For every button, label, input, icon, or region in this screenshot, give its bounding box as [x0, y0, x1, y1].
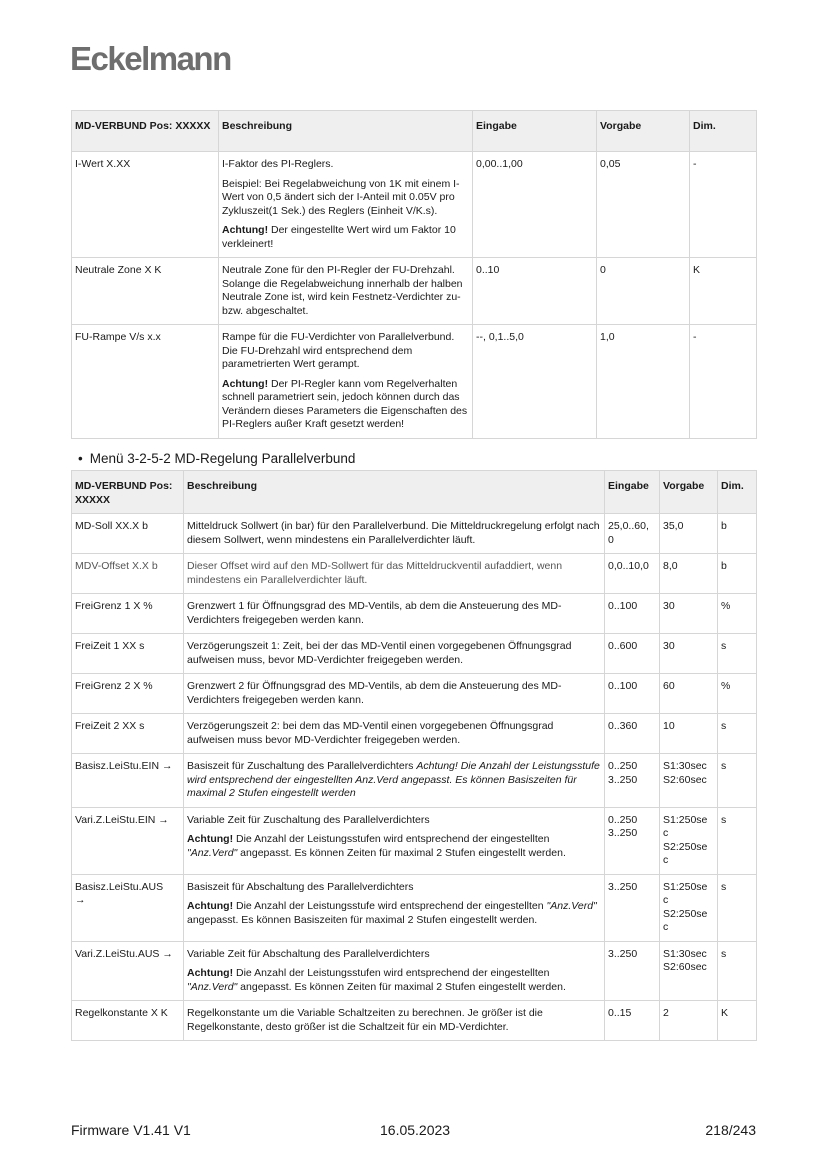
bullet-icon: • [78, 451, 83, 466]
description-cell: Grenzwert 1 für Öffnungsgrad des MD-Ventils, ab dem die Ansteuerung des MD-Verdichters freigegeben werden kann. [184, 594, 605, 634]
table-row [72, 594, 757, 634]
default-cell: 0 [597, 258, 690, 325]
description-cell: Verzögerungszeit 2: bei dem das MD-Ventil einen vorgegebenen Öffnungsgrad aufweisen muss bevor MD-Verdichter freigegeben werden. [184, 714, 605, 754]
table-header-row [72, 111, 757, 152]
default-cell: 0,05 [597, 152, 690, 258]
table-row [72, 1001, 757, 1041]
input-range-cell: 0,00..1,00 [473, 152, 597, 258]
input-range-cell: 0..600 [605, 634, 660, 674]
column-header: MD-VERBUND Pos: XXXXX [72, 111, 219, 152]
dim-cell: - [690, 325, 757, 439]
description-cell: Basiszeit für Abschaltung des Parallelverdichters Achtung! Die Anzahl der Leistungsstufe wird entsprechend der eingestellten "Anz.Verd" angepasst. Es können Basiszeiten für maximal 2 Stufen eingestellt werden. [184, 874, 605, 941]
description-cell: Grenzwert 2 für Öffnungsgrad des MD-Ventils, ab dem die Ansteuerung des MD-Verdichters freigegeben werden kann. [184, 674, 605, 714]
eckelmann-logo: Eckelmann [70, 40, 231, 77]
dim-cell: b [718, 554, 757, 594]
input-range-cell: 0..360 [605, 714, 660, 754]
input-range-cell: 0..10 [473, 258, 597, 325]
input-range-cell: 0,0..10,0 [605, 554, 660, 594]
column-header: Beschreibung [184, 471, 605, 514]
column-header: Beschreibung [219, 111, 473, 152]
input-range-cell: 0..250 3..250 [605, 807, 660, 874]
default-cell: S1:30sec S2:60sec [660, 941, 718, 1001]
param-cell: FU-Rampe V/s x.x [72, 325, 219, 439]
footer-date: 16.05.2023 [380, 1122, 451, 1138]
param-cell: FreiGrenz 2 X % [72, 674, 184, 714]
dim-cell: % [718, 674, 757, 714]
table-row [72, 152, 757, 258]
column-header: Vorgabe [660, 471, 718, 514]
description-cell: I-Faktor des PI-Reglers. Beispiel: Bei Regelabweichung von 1K mit einem I-Wert von 0,5 ändert sich der I-Anteil mit 0.05V pro Zykluszeit(1 Sek.) des Reglers (Einheit V/K.s). Achtung! Der eingestellte Wert wird um Faktor 10 verkleinert! [219, 152, 473, 258]
section-heading: • Menü 3-2-5-2 MD-Regelung Parallelverbund [78, 451, 356, 466]
dim-cell: b [718, 514, 757, 554]
table-header-row [72, 471, 757, 514]
param-cell: FreiGrenz 1 X % [72, 594, 184, 634]
input-range-cell: 0..250 3..250 [605, 754, 660, 808]
input-range-cell: 3..250 [605, 874, 660, 941]
column-header: Eingabe [473, 111, 597, 152]
default-cell: 35,0 [660, 514, 718, 554]
description-cell: Neutrale Zone für den PI-Regler der FU-Drehzahl. Solange die Regelabweichung innerhalb der halben Neutrale Zone ist, wird kein Festnetz-Verdichter zu- bzw. abgeschaltet. [219, 258, 473, 325]
dim-cell: s [718, 754, 757, 808]
dim-cell: s [718, 634, 757, 674]
description-cell: Verzögerungszeit 1: Zeit, bei der das MD-Ventil einen vorgegebenen Öffnungsgrad aufweisen muss, bevor MD-Verdichter freigegeben werden. [184, 634, 605, 674]
param-cell: I-Wert X.XX [72, 152, 219, 258]
input-range-cell: 25,0..60, 0 [605, 514, 660, 554]
table-row [72, 325, 757, 439]
description-cell: Variable Zeit für Zuschaltung des Parallelverdichters Achtung! Die Anzahl der Leistungsstufen wird entsprechend der eingestellten "Anz.Verd" angepasst. Es können Zeiten für maximal 2 Stufen eingestellt werden. [184, 807, 605, 874]
param-cell: Neutrale Zone X K [72, 258, 219, 325]
param-cell: MDV-Offset X.X b [72, 554, 184, 594]
column-header: MD-VERBUND Pos: XXXXX [72, 471, 184, 514]
param-cell: MD-Soll XX.X b [72, 514, 184, 554]
table-row [72, 514, 757, 554]
param-cell: Basisz.LeiStu.EIN → [72, 754, 184, 808]
dim-cell: - [690, 152, 757, 258]
column-header: Dim. [690, 111, 757, 152]
input-range-cell: 0..100 [605, 594, 660, 634]
default-cell: S1:250se c S2:250se c [660, 874, 718, 941]
footer-firmware-version: Firmware V1.41 V1 [71, 1122, 191, 1138]
table-row [72, 554, 757, 594]
dim-cell: s [718, 714, 757, 754]
param-cell: Regelkonstante X K [72, 1001, 184, 1041]
table-row [72, 874, 757, 941]
default-cell: S1:250se c S2:250se c [660, 807, 718, 874]
parameter-table-md-regelung [71, 470, 757, 1041]
footer-page-number: 218/243 [705, 1122, 756, 1138]
table-row [72, 634, 757, 674]
description-cell: Mitteldruck Sollwert (in bar) für den Parallelverbund. Die Mitteldruckregelung erfolgt nach diesem Sollwert, wenn mindestens ein Parallelverdichter läuft. [184, 514, 605, 554]
column-header: Eingabe [605, 471, 660, 514]
table-row [72, 714, 757, 754]
input-range-cell: 0..100 [605, 674, 660, 714]
default-cell: 8,0 [660, 554, 718, 594]
default-cell: 30 [660, 634, 718, 674]
column-header: Vorgabe [597, 111, 690, 152]
default-cell: 30 [660, 594, 718, 634]
param-cell: Vari.Z.LeiStu.EIN → [72, 807, 184, 874]
description-cell: Dieser Offset wird auf den MD-Sollwert für das Mitteldruckventil aufaddiert, wenn mindestens ein Parallelverdichter läuft. [184, 554, 605, 594]
table-row [72, 754, 757, 808]
description-cell: Rampe für die FU-Verdichter von Parallelverbund. Die FU-Drehzahl wird entsprechend dem parametrierten Wert gerampt. Achtung! Der PI-Regler kann vom Regelverhalten schnell parametriert sein, jedoch können durch das Verändern dieses Parameters die Eigenschaften des PI-Reglers außer Kraft gesetzt werden! [219, 325, 473, 439]
table-row [72, 941, 757, 1001]
description-cell: Regelkonstante um die Variable Schaltzeiten zu berechnen. Je größer ist die Regelkonstante, desto größer ist die Schaltzeit für ein MD-Verdichter. [184, 1001, 605, 1041]
table-row [72, 674, 757, 714]
dim-cell: % [718, 594, 757, 634]
dim-cell: s [718, 874, 757, 941]
default-cell: S1:30sec S2:60sec [660, 754, 718, 808]
dim-cell: s [718, 807, 757, 874]
parameter-table-pi-regler [71, 110, 757, 439]
table-row [72, 807, 757, 874]
dim-cell: s [718, 941, 757, 1001]
default-cell: 1,0 [597, 325, 690, 439]
default-cell: 2 [660, 1001, 718, 1041]
description-cell: Basiszeit für Zuschaltung des Parallelverdichters Achtung! Die Anzahl der Leistungsstufe wird entsprechend der eingestellten Anz.Verd angepasst. Es können Basiszeiten für maximal 2 Stufen eingestellt werden [184, 754, 605, 808]
column-header: Dim. [718, 471, 757, 514]
table-row [72, 258, 757, 325]
param-cell: Vari.Z.LeiStu.AUS → [72, 941, 184, 1001]
default-cell: 10 [660, 714, 718, 754]
input-range-cell: 0..15 [605, 1001, 660, 1041]
param-cell: Basisz.LeiStu.AUS → [72, 874, 184, 941]
input-range-cell: 3..250 [605, 941, 660, 1001]
dim-cell: K [718, 1001, 757, 1041]
input-range-cell: --, 0,1..5,0 [473, 325, 597, 439]
param-cell: FreiZeit 1 XX s [72, 634, 184, 674]
default-cell: 60 [660, 674, 718, 714]
param-cell: FreiZeit 2 XX s [72, 714, 184, 754]
description-cell: Variable Zeit für Abschaltung des Parallelverdichters Achtung! Die Anzahl der Leistungsstufen wird entsprechend der eingestellten "Anz.Verd" angepasst. Es können Zeiten für maximal 2 Stufen eingestellt werden. [184, 941, 605, 1001]
dim-cell: K [690, 258, 757, 325]
